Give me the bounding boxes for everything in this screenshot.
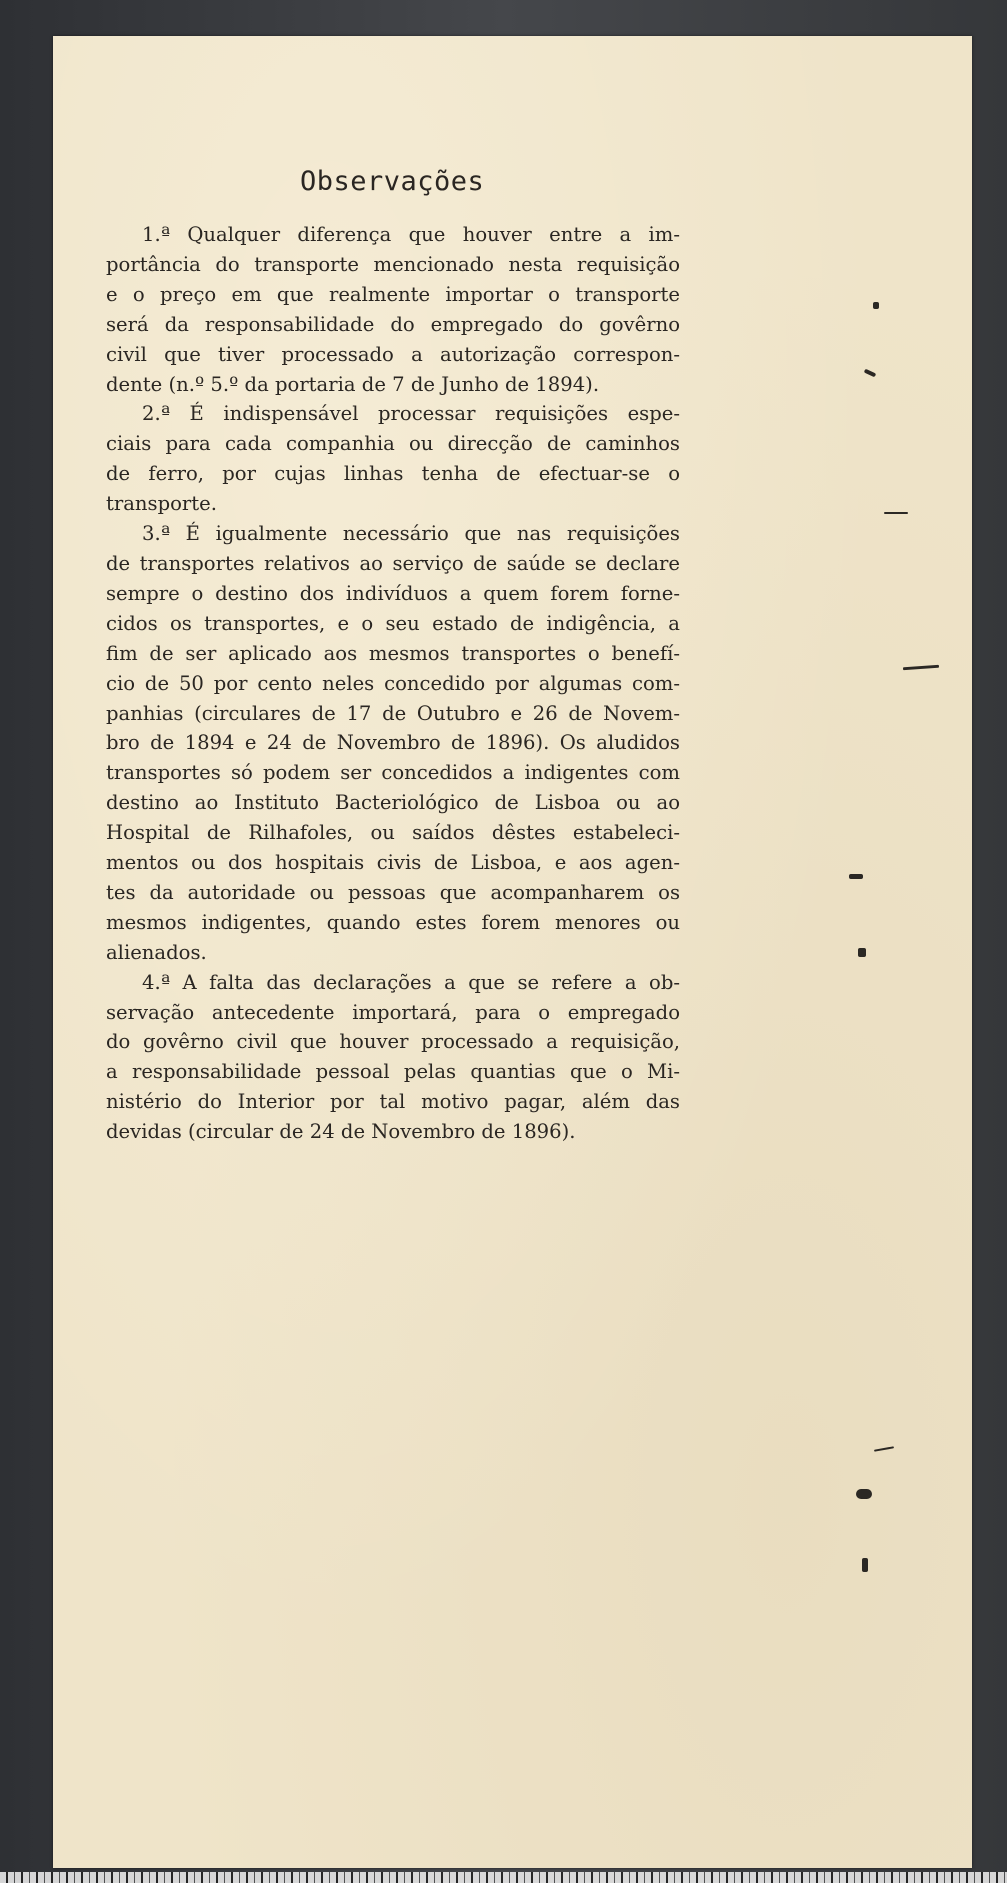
text-line: dente (n.º 5.º da portaria de 7 de Junho de 1894). xyxy=(106,372,600,396)
text-line: sempre o destino dos indivíduos a quem forem forne- xyxy=(106,581,680,605)
text-line: mesmos indigentes, quando estes forem menores ou xyxy=(106,910,680,934)
text-line: do govêrno civil que houver processado a requisição, xyxy=(106,1030,680,1054)
text-line: mentos ou dos hospitais civis de Lisboa, e aos agen- xyxy=(106,851,680,875)
text-line: 1.ª Qualquer diferença que houver entre a im- xyxy=(142,223,680,246)
text-line: portância do transporte mencionado nesta requisição xyxy=(106,252,680,276)
text-line: cio de 50 por cento neles concedido por algumas com- xyxy=(106,671,680,695)
text-line: tes da autoridade ou pessoas que acompanharem os xyxy=(106,880,680,904)
ink-speck xyxy=(862,1558,868,1572)
text-line: de ferro, por cujas linhas tenha de efectuar-se o xyxy=(106,462,680,486)
page-title: Observações xyxy=(300,166,485,197)
text-line: alienados. xyxy=(106,940,207,964)
text-line: civil que tiver processado a autorização correspon- xyxy=(106,342,680,366)
ink-speck xyxy=(856,1489,872,1499)
text-line: 2.ª É indispensável processar requisições espe- xyxy=(142,402,680,426)
ink-speck xyxy=(849,874,863,879)
text-line: transportes só podem ser concedidos a indigentes com xyxy=(106,761,680,785)
text-line: de transportes relativos ao serviço de saúde se declare xyxy=(106,551,680,575)
ink-speck xyxy=(873,302,879,309)
text-line: será da responsabilidade do empregado do govêrno xyxy=(106,312,680,336)
ink-speck xyxy=(858,948,866,957)
scan-color-ruler xyxy=(0,1872,1007,1883)
text-line: 3.ª É igualmente necessário que nas requisições xyxy=(142,522,680,546)
text-line: panhias (circulares de 17 de Outubro e 26 de Novem- xyxy=(106,701,680,725)
text-line: devidas (circular de 24 de Novembro de 1896). xyxy=(106,1120,576,1144)
ink-speck xyxy=(884,512,908,514)
observations-body xyxy=(106,220,680,1147)
text-line: a responsabilidade pessoal pelas quantias que o Mi- xyxy=(106,1060,680,1084)
text-line: fim de ser aplicado aos mesmos transportes o benefí- xyxy=(106,641,680,665)
text-line: bro de 1894 e 24 de Novembro de 1896). Os aludidos xyxy=(106,731,680,755)
text-line: e o preço em que realmente importar o transporte xyxy=(106,282,680,306)
text-line: nistério do Interior por tal motivo pagar, além das xyxy=(106,1090,680,1114)
text-line: cidos os transportes, e o seu estado de indigência, a xyxy=(106,611,680,635)
text-line: transporte. xyxy=(106,492,217,516)
text-line: destino ao Instituto Bacteriológico de Lisboa ou ao xyxy=(106,791,680,815)
text-line: Hospital de Rilhafoles, ou saídos dêstes estabeleci- xyxy=(106,821,680,845)
text-line: 4.ª A falta das declarações a que se refere a ob- xyxy=(142,970,680,994)
text-line: servação antecedente importará, para o empregado xyxy=(106,1000,680,1024)
text-line: ciais para cada companhia ou direcção de caminhos xyxy=(106,432,680,456)
